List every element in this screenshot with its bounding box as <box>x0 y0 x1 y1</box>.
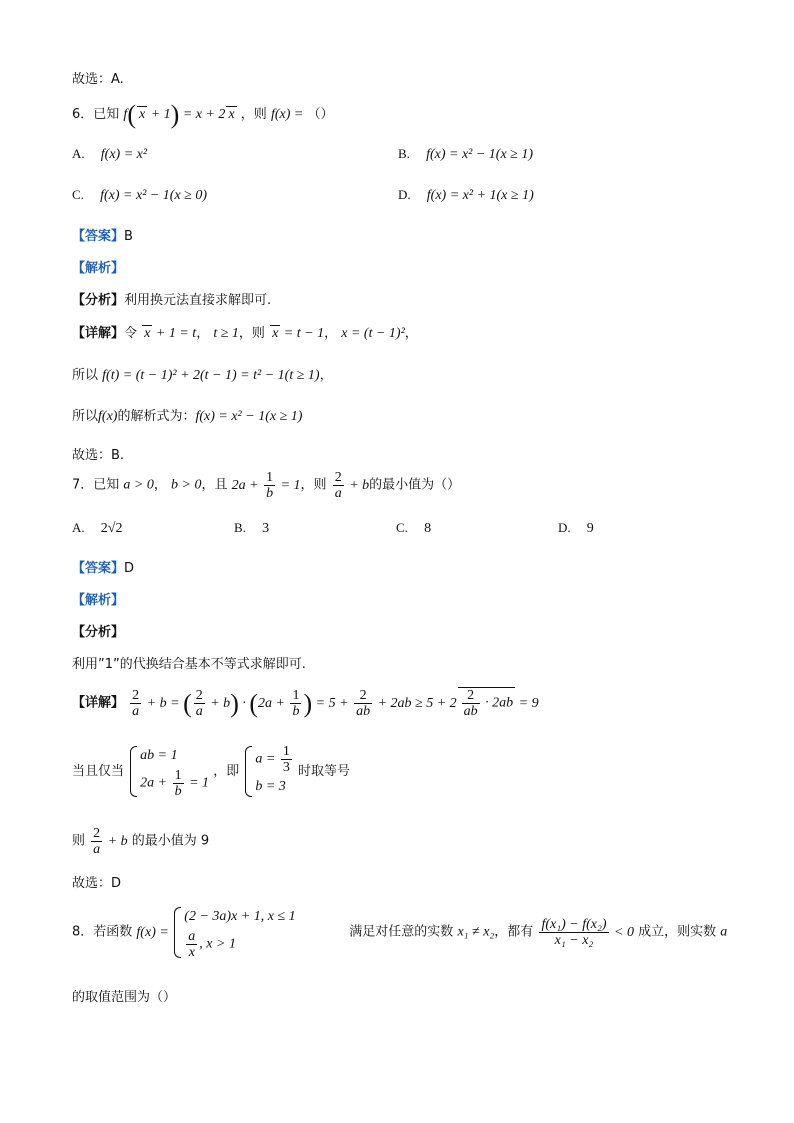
a-cond: a > 0 <box>123 477 154 493</box>
option-expr: 8 <box>424 521 432 536</box>
q6-so2 <box>72 405 302 425</box>
q7-then <box>72 826 209 857</box>
option-expr: f(x) = x² <box>100 147 148 162</box>
fx-label: f(x) <box>98 409 118 424</box>
piece-2: , x > 1 <box>199 936 236 952</box>
option-expr: f(x) = x² − 1(x ≥ 1) <box>426 147 534 162</box>
option-expr: 3 <box>262 521 270 536</box>
q6-so1: 所以 f(t) = (t − 1)² + 2(t − 1) = t² − 1(t ≥ 1)， <box>72 368 333 383</box>
answer-tag: 【答案】 <box>72 229 125 244</box>
q5-conclusion: 故选：A. <box>72 72 124 87</box>
x-neq: x₁ ≠ x₂ <box>457 924 495 940</box>
q8-mid: 满足对任意的实数 <box>349 924 454 940</box>
cond-prefix: 当且仅当 <box>72 764 125 779</box>
q7-conclusion: 故选：D <box>72 876 122 891</box>
option-label: D. <box>398 187 411 202</box>
ft-expr: f(t) = (t − 1)² + 2(t − 1) = t² − 1(t ≥ 1) <box>102 368 320 383</box>
q7-condition <box>72 744 350 799</box>
and-text: ，且 <box>201 477 228 493</box>
xiangjie-tag: 【详解】 <box>72 695 125 711</box>
q6-conclusion: 故选：B. <box>72 448 125 463</box>
q6-option-a <box>72 146 147 163</box>
q7-option-c <box>396 520 431 537</box>
q7-option-a <box>72 520 122 537</box>
piecewise-function: f(x) = (2 − 3a)x + 1, x ≤ 1 $\frac{a}{x}$ , x > 1 <box>136 925 299 940</box>
q8-mid2: ，都有 <box>494 924 534 940</box>
cond-suffix: 时取等号 <box>297 764 350 779</box>
q7-answer <box>72 557 134 576</box>
q6-target: f(x) = <box>270 107 304 123</box>
q7-xiangjie <box>72 687 539 719</box>
q7-fenxi-tag: 【分析】 <box>72 625 125 640</box>
answer-tag: 【答案】 <box>72 561 125 576</box>
q7-number: 7．已知 <box>72 477 120 493</box>
x-expr: x = (t − 1)² <box>341 326 405 341</box>
q7-fenxi-text: 利用”1”的代换结合基本不等式求解即可. <box>72 657 306 672</box>
fenxi-tag: 【分析】 <box>72 293 125 308</box>
objective: $\frac{2}{a}$ + b <box>334 470 370 501</box>
q8-stem <box>72 905 727 960</box>
then-text: ，则 <box>238 326 265 341</box>
sqrt-expr: x = t − 1 <box>272 326 325 341</box>
option-label: B. <box>234 520 246 535</box>
then-suffix: 的最小值为 9 <box>131 833 210 849</box>
q8-line2: 的取值范围为（） <box>72 990 177 1005</box>
q6-stem <box>72 100 333 130</box>
so-text: 所以 <box>72 368 99 383</box>
q7-option-d <box>558 520 594 537</box>
constraint: 2a + $\frac{1}{b}$ = 1 <box>231 470 301 501</box>
b-cond: b > 0 <box>171 477 202 493</box>
q8-var: a <box>720 924 728 940</box>
objective: $\frac{2}{a}$ + b <box>93 826 128 857</box>
q8-cond: 成立，则实数 <box>638 924 717 940</box>
fx-result: f(x) = x² − 1(x ≥ 1) <box>195 409 303 424</box>
q6-fenxi <box>72 289 271 308</box>
solution-system: a = $\frac{1}{3}$ b = 3 <box>243 744 293 799</box>
answer-value: D <box>124 561 135 576</box>
xiangjie-tag: 【详解】 <box>72 326 125 341</box>
q6-analysis-tag: 【解析】 <box>72 261 125 276</box>
cond-mid: ，即 <box>213 764 240 779</box>
option-label: B. <box>398 146 410 161</box>
piece-1: (2 − 3a)x + 1, x ≤ 1 <box>184 909 296 924</box>
option-label: A. <box>72 520 85 535</box>
cond-system: ab = 1 2a + $\frac{1}{b}$ = 1 <box>128 744 209 799</box>
slope-cond: $\frac{\text{f(x₁) − f(x₂)}}{\text{x₁ − x₂}}$ < 0 <box>541 917 634 948</box>
option-label: D. <box>558 520 571 535</box>
option-expr: 9 <box>586 521 594 536</box>
substitution: x + 1 = t <box>144 326 197 341</box>
xiangjie-text: 令 <box>124 326 138 341</box>
comma: ， <box>196 326 210 341</box>
answer-value: B <box>124 229 133 244</box>
option-label: A. <box>72 146 85 161</box>
q6-option-d <box>398 187 534 204</box>
q6-stem-end: （） <box>307 107 334 123</box>
option-label: C. <box>72 187 84 202</box>
option-expr: f(x) = x² + 1(x ≥ 1) <box>426 188 534 203</box>
q8-number: 8．若函数 <box>72 924 133 940</box>
q6-answer <box>72 225 133 244</box>
fenxi-text: 利用换元法直接求解即可. <box>124 293 272 308</box>
then-prefix: 则 <box>72 833 86 849</box>
q6-option-b <box>398 146 533 163</box>
piecewise-brace: (2 − 3a)x + 1, x ≤ 1 $\frac{a}{x}$ , x > 1 <box>172 905 295 960</box>
q6-option-c <box>72 187 207 204</box>
option-label: C. <box>396 520 408 535</box>
option-expr: 2√2 <box>100 521 123 536</box>
q6-xiangjie: 【详解】令 x + 1 = t， t ≥ 1，则 x = t − 1， x = (t − 1)²， <box>72 326 418 341</box>
q6-stem-tail: ，则 <box>240 107 267 123</box>
q7-option-b <box>234 520 269 537</box>
inequality-chain: $\frac{2}{a}$ + b = ( $\frac{2}{a}$ + b) · (2a + $\frac{1}{b}$ ) = 5 + $\frac{2}{ab}$ + 2ab ≥ 5 + 2 $\frac{2}{ab}$ · 2ab = 9 <box>132 688 539 719</box>
q7-analysis-tag: 【解析】 <box>72 593 125 608</box>
q7-stem <box>72 470 460 501</box>
so-text: 所以 <box>72 409 99 424</box>
q6-number: 6．已知 <box>72 107 120 123</box>
t-range: t ≥ 1 <box>213 326 239 341</box>
then-text: ，则 <box>300 477 327 493</box>
option-expr: f(x) = x² − 1(x ≥ 0) <box>100 188 208 203</box>
comma: ， <box>153 477 167 493</box>
q6-equation: f( x + 1) = x + 2 x <box>123 100 235 129</box>
so-mid: 的解析式为： <box>117 409 196 424</box>
q7-stem-tail: 的最小值为（） <box>369 477 461 493</box>
